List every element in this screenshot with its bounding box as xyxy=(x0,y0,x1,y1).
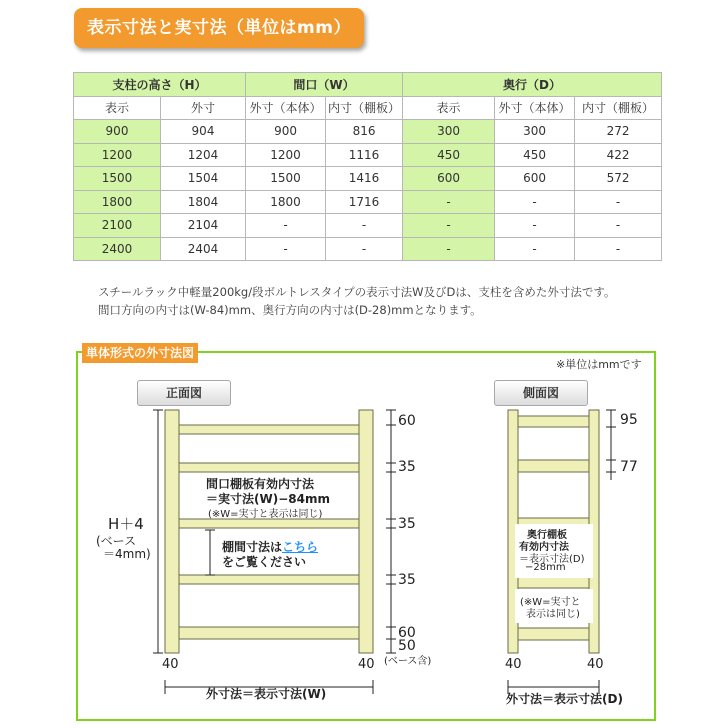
table-cell: - xyxy=(246,237,326,261)
shelf-board xyxy=(179,575,359,584)
side-shelf xyxy=(518,628,589,640)
side-note: 表示は同じ) xyxy=(526,609,580,620)
front-right-width: 40 xyxy=(358,657,375,672)
base-label: (ベース xyxy=(96,534,137,548)
table-cell: 2404 xyxy=(161,237,246,261)
table-cell: - xyxy=(403,190,495,214)
diagram-section-title: 単体形式の外寸法図 xyxy=(82,343,198,363)
dim-label: 35 xyxy=(398,516,416,532)
dim-label: 35 xyxy=(398,459,416,475)
table-cell: 1204 xyxy=(161,143,246,167)
side-shelf xyxy=(518,416,589,427)
header-height: 支柱の高さ（H） xyxy=(74,73,246,97)
table-cell: 1500 xyxy=(246,167,326,191)
header-depth: 奥行（D） xyxy=(403,73,662,97)
side-bottom-label: 外寸法＝表示寸法(D) xyxy=(506,692,623,706)
side-inner-title: 奥行棚板 xyxy=(527,530,567,541)
side-inner-formula: ＝表示寸法(D) xyxy=(519,554,585,565)
side-inner-title: 有効内寸法 xyxy=(519,542,569,553)
table-cell: 450 xyxy=(495,143,575,167)
table-cell: 450 xyxy=(403,143,495,167)
table-cell: - xyxy=(326,214,403,238)
base-note: (ベース含) xyxy=(384,656,432,667)
table-cell: 900 xyxy=(74,120,161,144)
subheader: 表示 xyxy=(403,96,495,120)
table-cell: 1800 xyxy=(246,190,326,214)
subheader: 外寸 xyxy=(161,96,246,120)
table-cell: 422 xyxy=(575,143,662,167)
table-cell: - xyxy=(246,214,326,238)
side-view-label: 側面図 xyxy=(494,380,588,406)
dim-label: 60 xyxy=(398,625,416,641)
shelf-board xyxy=(179,627,359,639)
side-left-width: 40 xyxy=(505,657,522,672)
table-cell: - xyxy=(575,214,662,238)
table-cell: - xyxy=(495,237,575,261)
table-cell: 1200 xyxy=(74,143,161,167)
table-cell: 600 xyxy=(403,167,495,191)
table-cell: - xyxy=(326,237,403,261)
inner-dim-note: (※W=実寸と表示は同じ) xyxy=(208,509,323,520)
table-cell: 1716 xyxy=(326,190,403,214)
side-dim-label: 95 xyxy=(620,412,638,428)
front-left-width: 40 xyxy=(162,657,179,672)
table-cell: 900 xyxy=(246,120,326,144)
shelf-board xyxy=(179,463,359,472)
pitch-suffix: をご覧ください xyxy=(222,555,307,569)
inner-dim-formula: ＝実寸法(W)−84mm xyxy=(206,492,330,506)
base-label: ＝4mm) xyxy=(103,547,151,561)
dim-label: 35 xyxy=(398,572,416,588)
front-view-rack xyxy=(165,410,373,653)
side-dim-label: 77 xyxy=(620,459,638,475)
front-bottom-label: 外寸法＝表示寸法(W) xyxy=(206,687,327,701)
side-inner-formula: −28mm xyxy=(525,562,566,573)
table-cell: - xyxy=(403,237,495,261)
note-line: スチールラック中軽量200kg/段ボルトレスタイプの表示寸法W及びDは、支柱を含めた外寸法です。 xyxy=(98,285,616,299)
table-cell: 272 xyxy=(575,120,662,144)
subheader: 表示 xyxy=(74,96,161,120)
table-cell: 600 xyxy=(495,167,575,191)
inner-dim-title: 間口棚板有効内寸法 xyxy=(206,477,315,491)
side-note: (※W=実寸と xyxy=(520,597,581,608)
table-cell: 1504 xyxy=(161,167,246,191)
note-line: 間口方向の内寸は(W-84)mm、奥行方向の内寸は(D-28)mmとなります。 xyxy=(98,303,482,317)
table-cell: 572 xyxy=(575,167,662,191)
height-label: H＋4 xyxy=(108,515,144,533)
shelf-board xyxy=(179,519,359,528)
table-cell: 300 xyxy=(495,120,575,144)
table-cell: 1200 xyxy=(246,143,326,167)
front-view-label: 正面図 xyxy=(137,380,231,406)
page-title: 表示寸法と実寸法（単位はmm） xyxy=(74,8,364,48)
table-cell: - xyxy=(575,237,662,261)
front-right-post xyxy=(359,410,373,653)
table-cell: 2400 xyxy=(74,237,161,261)
dim-label: 50 xyxy=(398,638,416,654)
subheader: 外寸（本体） xyxy=(246,96,326,120)
front-left-post xyxy=(165,410,179,653)
table-cell: 816 xyxy=(326,120,403,144)
subheader: 内寸（棚板） xyxy=(326,96,403,120)
side-right-width: 40 xyxy=(587,657,604,672)
table-cell: - xyxy=(495,214,575,238)
pitch-link[interactable]: こちら xyxy=(282,540,319,554)
table-cell: 1116 xyxy=(326,143,403,167)
shelf-board xyxy=(179,425,359,434)
table-cell: 1804 xyxy=(161,190,246,214)
table-cell: 1500 xyxy=(74,167,161,191)
header-width: 間口（W） xyxy=(246,73,403,97)
unit-note: ※単位はmmです xyxy=(556,358,642,371)
table-cell: 300 xyxy=(403,120,495,144)
table-cell: - xyxy=(495,190,575,214)
table-cell: - xyxy=(403,214,495,238)
pitch-prefix: 棚間寸法は xyxy=(222,540,283,554)
dim-label: 60 xyxy=(398,413,416,429)
subheader: 外寸（本体） xyxy=(495,96,575,120)
table-cell: 904 xyxy=(161,120,246,144)
subheader: 内寸（棚板） xyxy=(575,96,662,120)
table-cell: 1416 xyxy=(326,167,403,191)
table-cell: 2104 xyxy=(161,214,246,238)
table-cell: 2100 xyxy=(74,214,161,238)
table-cell: 1800 xyxy=(74,190,161,214)
side-shelf xyxy=(518,460,589,472)
table-cell: - xyxy=(575,190,662,214)
